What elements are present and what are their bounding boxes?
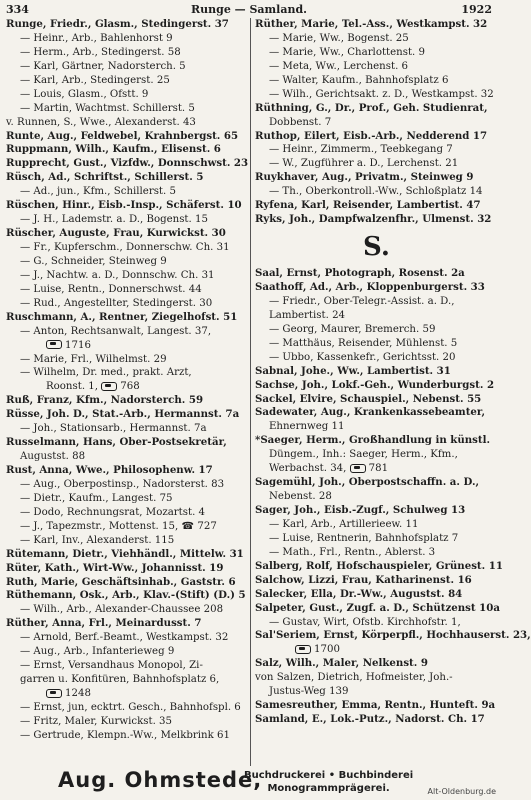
directory-entry: — Aug., Arb., Infanterieweg 9 xyxy=(20,646,175,658)
directory-entry: Saathoff, Ad., Arb., Kloppenburgerst. 33 xyxy=(255,281,485,293)
directory-entry: — Anton, Rechtsanwalt, Langest. 37, xyxy=(20,325,212,337)
directory-entry: *Saeger, Herm., Großhandlung in künstl. xyxy=(255,434,491,447)
directory-entry: Samesreuther, Emma, Rentn., Hunteft. 9a xyxy=(255,699,496,712)
directory-entry: Ruykhaver, Aug., Privatm., Steinweg 9 xyxy=(255,171,474,184)
directory-entry: Rüsch, Ad., Schriftst., Schillerst. 5 xyxy=(6,171,204,184)
directory-entry: Sabnal, Johe., Ww., Lambertist. 31 xyxy=(255,364,451,377)
directory-entry: — Marie, Ww., Bogenst. 25 xyxy=(269,32,409,44)
printer-trades xyxy=(244,769,413,795)
trade-line: Monogrammprägerei. xyxy=(267,783,390,794)
directory-entry: — Louis, Glasm., Ofstt. 9 xyxy=(20,88,149,100)
directory-entry: — Karl, Gärtner, Nadorsterch. 5 xyxy=(20,60,186,72)
directory-entry: — Luise, Rentn., Donnerschwst. 44 xyxy=(20,283,202,295)
directory-entry: — Math., Frl., Rentn., Ablerst. 3 xyxy=(269,546,436,558)
directory-entry: Rüscher, Auguste, Frau, Kurwickst. 30 xyxy=(6,227,226,240)
entry-text: Werbachst. 34, xyxy=(269,463,350,475)
directory-entry: — Th., Oberkontroll.-Ww., Schloßplatz 14 xyxy=(269,186,483,198)
directory-entry: — W., Zugführer a. D., Lerchenst. 21 xyxy=(269,158,459,170)
year: 1922 xyxy=(461,3,492,16)
phone-icon xyxy=(295,645,311,654)
directory-entry: von Salzen, Dietrich, Hofmeister, Joh.- xyxy=(255,672,453,684)
directory-entry: garren u. Konfitüren, Bahnhofsplatz 6, xyxy=(20,674,220,686)
trade-line: Buchdruckerei • Buchbinderei xyxy=(244,770,414,781)
directory-entry: Ruppmann, Wilh., Kaufm., Elisenst. 6 xyxy=(6,143,221,156)
page-header xyxy=(6,3,492,17)
right-column xyxy=(255,18,531,727)
directory-entry: — Rud., Angestellter, Stedingerst. 30 xyxy=(20,297,213,309)
directory-entry: Augustst. 88 xyxy=(20,451,86,463)
directory-entry: Rüter, Kath., Wirt-Ww., Johannisst. 19 xyxy=(6,561,224,574)
page-number: 334 xyxy=(6,3,29,16)
directory-entry: Rüther, Anna, Frl., Meinardusst. 7 xyxy=(6,617,202,630)
directory-entry: — Ubbo, Kassenkefr., Gerichtsst. 20 xyxy=(269,351,456,363)
directory-entry: — Heinr., Zimmerm., Teebkegang 7 xyxy=(269,144,453,156)
directory-entry: Ruthop, Eilert, Eisb.-Arb., Nedderend 17 xyxy=(255,129,488,142)
directory-entry: Sackel, Elvire, Schauspiel., Nebenst. 55 xyxy=(255,392,482,405)
directory-entry: Dobbenst. 7 xyxy=(269,116,332,128)
directory-entry: Salz, Wilh., Maler, Nelkenst. 9 xyxy=(255,657,428,670)
directory-entry: Salecker, Ella, Dr.-Ww., Augustst. 84 xyxy=(255,587,463,600)
directory-entry: Rüthning, G., Dr., Prof., Geh. Studienrat, xyxy=(255,101,488,114)
directory-entry: Salchow, Lizzi, Frau, Katharinenst. 16 xyxy=(255,573,472,586)
directory-entry: — Herm., Arb., Stedingerst. 58 xyxy=(20,46,181,58)
directory-entry: — J., Nachtw. a. D., Donnschw. Ch. 31 xyxy=(20,269,215,281)
directory-entry: — Fr., Kupferschm., Donnerschw. Ch. 31 xyxy=(20,242,230,253)
directory-entry xyxy=(6,380,249,394)
directory-entry: Salpeter, Gust., Zugf. a. D., Schützenst 10a xyxy=(255,601,500,614)
phone-number: 781 xyxy=(368,463,389,475)
directory-entry: Sadewater, Aug., Krankenkassebeamter, xyxy=(255,406,486,419)
directory-entry: — Arnold, Berf.-Beamt., Westkampst. 32 xyxy=(20,632,229,644)
directory-entry: Ruß, Franz, Kfm., Nadorsterch. 59 xyxy=(6,394,204,407)
directory-entry: — Wilhelm, Dr. med., prakt. Arzt, xyxy=(20,367,192,379)
directory-entry: — Dodo, Rechnungsrat, Mozartst. 4 xyxy=(20,506,206,518)
directory-entry: Rüther, Marie, Tel.-Ass., Westkampst. 32 xyxy=(255,18,488,30)
directory-entry: Ryfena, Karl, Reisender, Lambertist. 47 xyxy=(255,199,481,212)
directory-entry: — J., Tapezmstr., Mottenst. 15, ☎ 727 xyxy=(20,520,217,532)
directory-entry: Rupprecht, Gust., Vizfdw., Donnschwst. 23 xyxy=(6,157,249,170)
column-divider xyxy=(250,18,251,766)
directory-entry: — Gertrude, Klempn.-Ww., Melkbrink 61 xyxy=(20,729,230,741)
phone-number: 768 xyxy=(120,381,140,393)
phone-icon xyxy=(46,340,62,349)
directory-entry: — Aug., Oberpostinsp., Nadorsterst. 83 xyxy=(20,478,225,490)
directory-entry: — Walter, Kaufm., Bahnhofsplatz 6 xyxy=(269,74,449,86)
directory-entry: — Luise, Rentnerin, Bahnhofsplatz 7 xyxy=(269,532,459,544)
directory-entry: — Karl, Arb., Artillerieew. 11 xyxy=(269,518,419,530)
directory-entry: Lambertist. 24 xyxy=(269,309,346,321)
directory-entry: Rüthemann, Osk., Arb., Klav.-(Stift) (D.) 5 xyxy=(6,589,246,602)
directory-entry: Runte, Aug., Feldwebel, Krahnbergst. 65 xyxy=(6,129,239,142)
directory-entry: Rust, Anna, Wwe., Philosophenw. 17 xyxy=(6,464,213,476)
directory-entry: Ruth, Marie, Geschäftsinhab., Gaststr. 6 xyxy=(6,575,236,588)
source-credit: Alt-Oldenburg.de xyxy=(427,787,496,796)
phone-icon xyxy=(46,689,62,698)
directory-entry: Salberg, Rolf, Hofschauspieler, Grünest. 11 xyxy=(255,559,503,572)
directory-entry xyxy=(6,687,249,701)
directory-entry: Saal, Ernst, Photograph, Rosenst. 2a xyxy=(255,267,465,280)
directory-entry: Russelmann, Hans, Ober-Postsekretär, xyxy=(6,436,227,449)
directory-entry: v. Runnen, S., Wwe., Alexanderst. 43 xyxy=(6,116,196,128)
directory-entry: — G., Schneider, Steinweg 9 xyxy=(20,255,167,267)
directory-entry xyxy=(255,462,498,476)
directory-entry xyxy=(6,339,249,353)
directory-entry: — Wilh., Gerichtsakt. z. D., Westkampst. 32 xyxy=(269,88,494,100)
directory-entry: Sachse, Joh., Lokf.-Geh., Wunderburgst. 2 xyxy=(255,378,495,391)
directory-entry: Rüsse, Joh. D., Stat.-Arb., Hermannst. 7a xyxy=(6,408,240,421)
directory-entry: — Martin, Wachtmst. Schillerst. 5 xyxy=(20,102,195,114)
directory-entry: — Marie, Frl., Wilhelmst. 29 xyxy=(20,353,167,365)
directory-entry: — Gustav, Wirt, Ofstb. Kirchhofstr. 1, xyxy=(269,616,461,628)
directory-entry: — Matthäus, Reisender, Mühlenst. 5 xyxy=(269,337,458,349)
left-column xyxy=(6,18,249,743)
directory-entry: Ryks, Joh., Dampfwalzenfhr., Ulmenst. 32 xyxy=(255,213,492,226)
directory-entry: Justus-Weg 139 xyxy=(269,686,349,698)
directory-entry: Düngem., Inh.: Saeger, Herm., Kfm., xyxy=(269,449,458,461)
phone-number: 1700 xyxy=(314,644,340,656)
printer-name: Aug. Ohmstede, xyxy=(58,768,263,792)
phone-icon xyxy=(101,382,117,391)
directory-entry: — Dietr., Kaufm., Langest. 75 xyxy=(20,492,173,504)
directory-entry: Runge, Friedr., Glasm., Stedingerst. 37 xyxy=(6,18,229,30)
phone-icon xyxy=(350,464,366,473)
directory-entry xyxy=(255,643,498,657)
directory-entry: Sal'Seriem, Ernst, Körperpfl., Hochhauserst. 23, xyxy=(255,629,531,642)
directory-entry: Ruschmann, A., Rentner, Ziegelhofst. 51 xyxy=(6,310,238,323)
directory-entry: — Marie, Ww., Charlottenst. 9 xyxy=(269,46,426,58)
directory-entry: — Friedr., Ober-Telegr.-Assist. a. D., xyxy=(269,295,455,307)
directory-entry: — Georg, Maurer, Bremerch. 59 xyxy=(269,323,436,335)
directory-entry: Rütemann, Dietr., Viehhändl., Mittelw. 31 xyxy=(6,547,244,560)
directory-entry: Samland, E., Lok.-Putz., Nadorst. Ch. 17 xyxy=(255,713,485,726)
directory-entry: Sager, Joh., Eisb.-Zugf., Schulweg 13 xyxy=(255,504,466,516)
printer-advertisement xyxy=(0,766,500,800)
directory-entry: Nebenst. 28 xyxy=(269,491,332,503)
directory-entry: — Joh., Stationsarb., Hermannst. 7a xyxy=(20,423,207,435)
directory-entry: — Fritz, Maler, Kurwickst. 35 xyxy=(20,715,173,727)
directory-entry: — Meta, Ww., Lerchenst. 6 xyxy=(269,60,409,72)
section-letter-s: S. xyxy=(363,232,390,263)
directory-entry: — Heinr., Arb., Bahlenhorst 9 xyxy=(20,32,173,44)
directory-entry: Sagemühl, Joh., Oberpostschaffn. a. D., xyxy=(255,476,480,489)
directory-entry: Rüschen, Hinr., Eisb.-Insp., Schäferst. 10 xyxy=(6,199,242,212)
directory-entry: — Ernst, Versandhaus Monopol, Zi- xyxy=(20,660,203,672)
directory-entry: — Ad., jun., Kfm., Schillerst. 5 xyxy=(20,186,176,198)
directory-entry: — Karl, Arb., Stedingerst. 25 xyxy=(20,74,170,86)
directory-entry: — Wilh., Arb., Alexander-Chaussee 208 xyxy=(20,604,224,616)
directory-entry: Ehnernweg 11 xyxy=(269,421,345,433)
phone-number: 1716 xyxy=(65,339,91,351)
phone-number: 1248 xyxy=(65,688,91,699)
directory-entry: — Karl, Inv., Alexanderst. 115 xyxy=(20,534,175,546)
running-title: Runge — Samland. xyxy=(190,3,308,16)
entry-text: Roonst. 1, xyxy=(46,381,102,393)
directory-entry: — J. H., Lademstr. a. D., Bogenst. 15 xyxy=(20,214,208,226)
directory-entry: — Ernst, jun, ecktrt. Gesch., Bahnhofspl. 6 xyxy=(20,701,241,713)
